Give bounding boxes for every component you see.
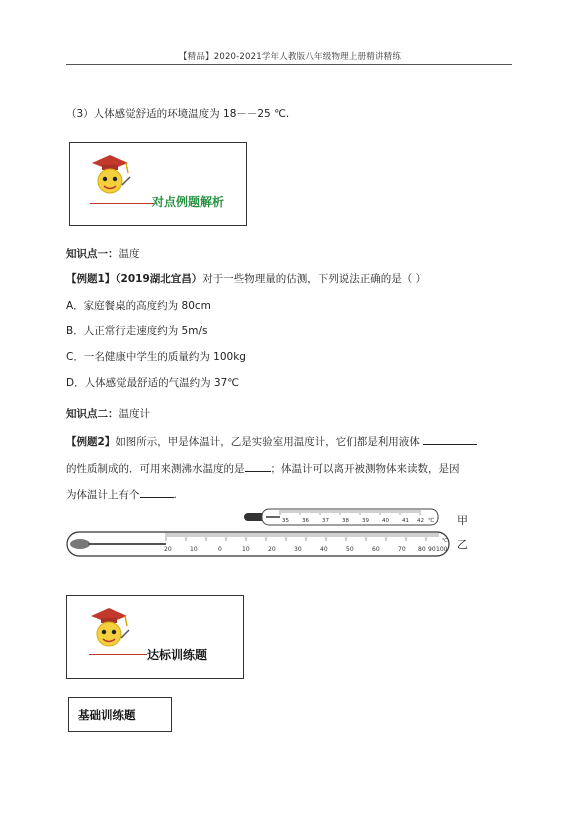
lab-tick-label: 10 (242, 546, 250, 553)
lab-tick-label: 20 (164, 546, 172, 553)
section-underline (90, 203, 154, 204)
q2-line1: 如图所示，甲是体温计，乙是实验室用温度计，它们都是利用液体 (115, 436, 420, 448)
cartoon-graduate-icon (88, 151, 132, 199)
question-2-line-2 (66, 460, 460, 476)
kp1-title: 温度 (118, 248, 140, 260)
q1-tag: 【例题1】 (66, 273, 116, 285)
lab-tick-label: 40 (320, 546, 328, 553)
q1-stem-text: 对于一些物理量的估测，下列说法正确的是（ ） (202, 273, 427, 285)
section-box-example-analysis (69, 142, 247, 226)
lab-tick-label: 10 (190, 546, 198, 553)
header-divider (66, 64, 512, 65)
q1-option-b: B．人正常行走速度约为 5m/s (66, 325, 208, 337)
q1-option-d: D．人体感觉最舒适的气温约为 37℃ (66, 377, 240, 389)
lab-thermometer (66, 528, 452, 558)
clinical-tick-label: 38 (342, 518, 349, 524)
q2-line3a: 为体温计上有个 (66, 489, 140, 501)
q2-line3b: . (173, 489, 177, 501)
kp2-prefix: 知识点二： (66, 408, 119, 420)
lab-tick-label: 80 (418, 546, 426, 553)
lab-tick-label: 30 (294, 546, 302, 553)
lab-tick-label: 50 (346, 546, 354, 553)
section-box-standard-training (66, 595, 244, 679)
thermometer-label-yi: 乙 (457, 538, 468, 551)
clinical-tick-label: 42 (417, 518, 424, 524)
lab-tick-label: 60 (372, 546, 380, 553)
kp2-title: 温度计 (118, 408, 150, 420)
clinical-tick-label: 37 (322, 518, 329, 524)
q2-line2b: ；体温计可以离开被测物体来读数，是因 (270, 463, 460, 475)
answer-blank-3[interactable] (140, 486, 174, 498)
section-box-basic-training (68, 697, 172, 732)
section-label: 对点例题解析 (152, 195, 225, 209)
lab-thermometer-bulb (70, 539, 90, 549)
section-label: 基础训练题 (78, 708, 136, 722)
q1-source: （2019湖北宜昌） (115, 273, 203, 285)
lab-tick-label: 70 (398, 546, 406, 553)
lab-unit: ℃ (442, 538, 448, 544)
answer-blank-2[interactable] (245, 460, 271, 472)
kp1-prefix: 知识点一： (66, 248, 119, 260)
knowledge-point-1 (66, 247, 140, 261)
question-2-line-3 (66, 486, 177, 502)
lab-tick-label: 90 (428, 546, 436, 553)
q2-line2a: 的性质制成的．可用来测沸水温度的是 (66, 463, 245, 475)
lab-tick-label: 20 (268, 546, 276, 553)
thermometer-label-jia: 甲 (457, 514, 468, 527)
clinical-tick-label: 40 (382, 518, 389, 524)
clinical-tick-label: 41 (402, 518, 409, 524)
page-header-title: 【精品】2020-2021学年人教版八年级物理上册精讲精练 (178, 52, 402, 62)
section-underline (89, 654, 147, 655)
section-label: 达标训练题 (147, 648, 208, 662)
question-1-stem (66, 272, 426, 286)
answer-blank-1[interactable] (423, 433, 477, 445)
lab-tick-label: 0 (218, 546, 222, 553)
clinical-tick-label: 35 (282, 518, 289, 524)
question-2-line-1 (66, 433, 477, 449)
clinical-thermometer (244, 508, 440, 526)
clinical-tick-label: 36 (302, 518, 309, 524)
clinical-unit: ℃ (428, 518, 435, 524)
knowledge-point-2 (66, 407, 150, 421)
q2-tag: 【例题2】 (66, 436, 116, 448)
q1-option-c: C．一名健康中学生的质量约为 100kg (66, 351, 246, 363)
q1-option-a: A．家庭餐桌的高度约为 80cm (66, 300, 211, 312)
lab-tick-label: 100 (436, 546, 448, 553)
cartoon-graduate-icon (87, 604, 131, 652)
intro-text: （3）人体感觉舒适的环境温度为 18－－25 ℃. (66, 108, 290, 120)
clinical-tick-label: 39 (362, 518, 369, 524)
